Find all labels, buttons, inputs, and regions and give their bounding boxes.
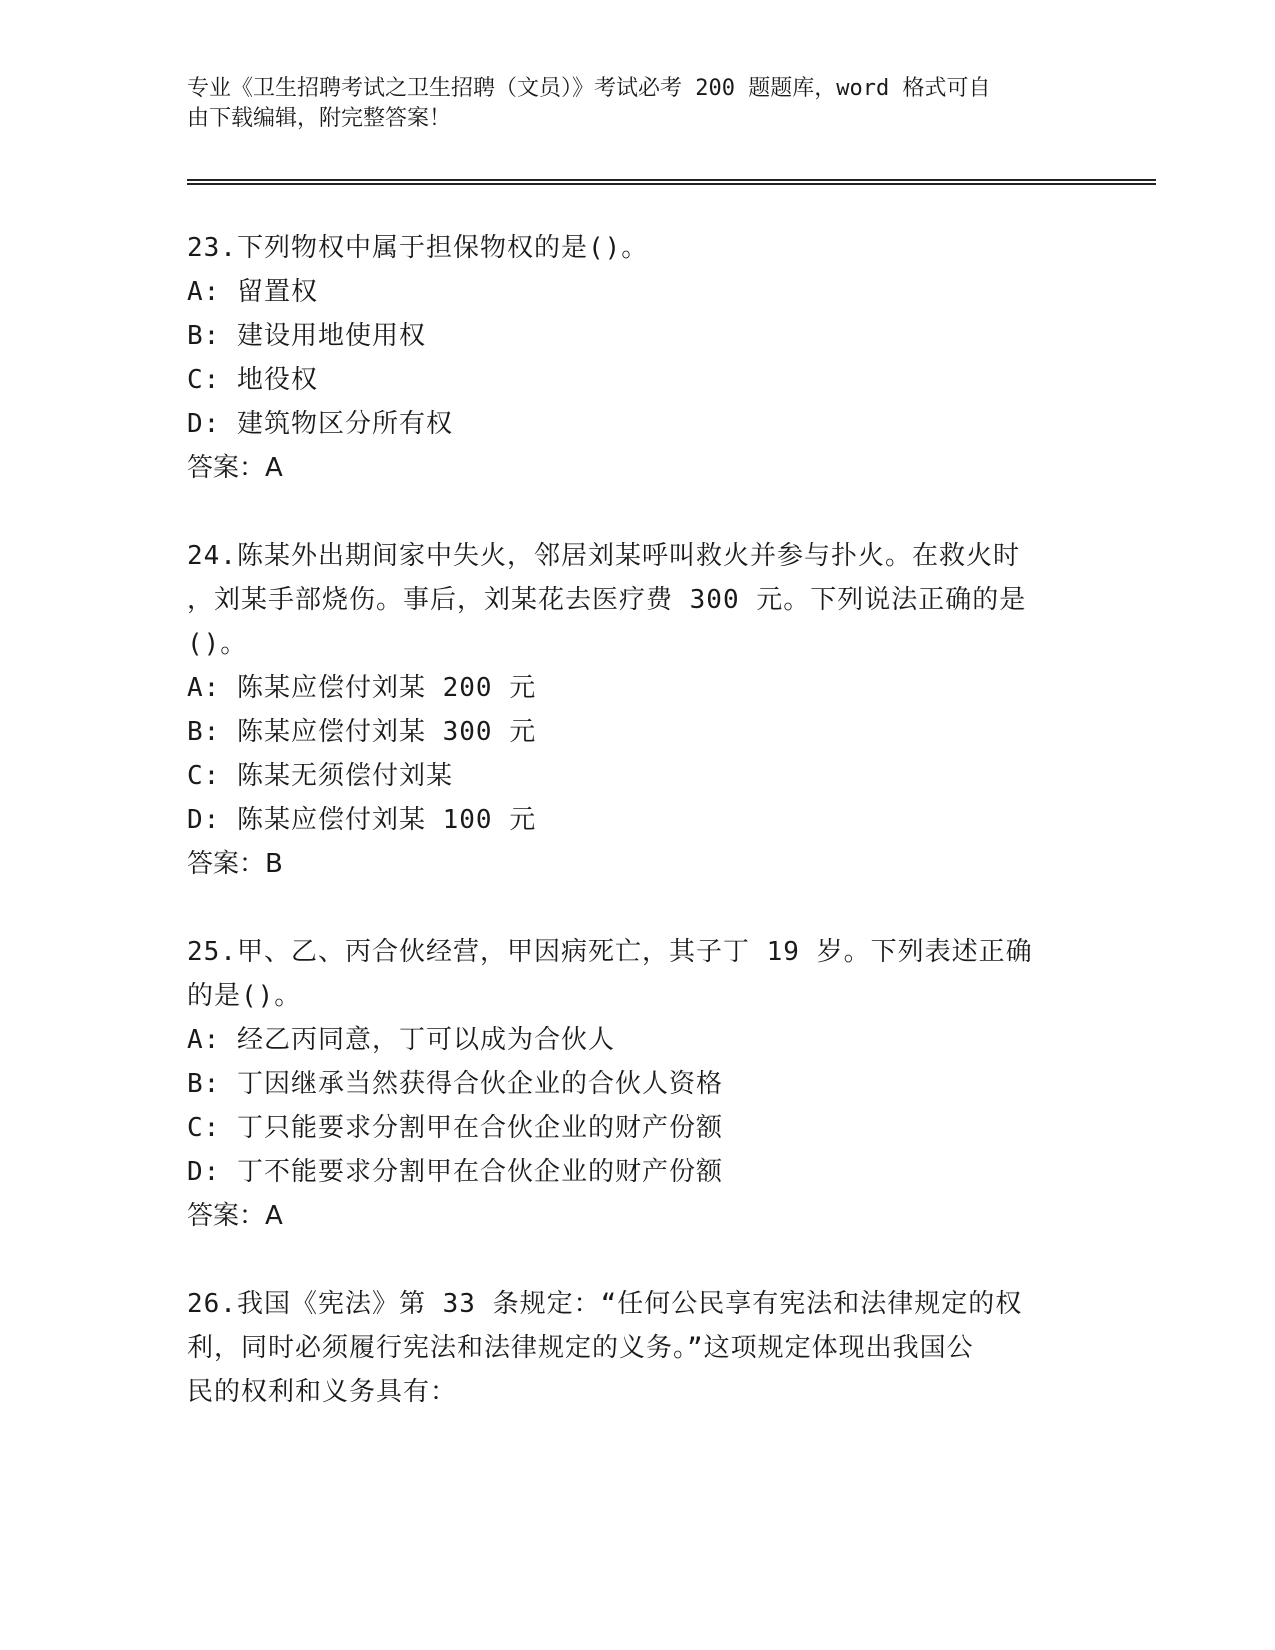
question-23-stem-1: 23.下列物权中属于担保物权的是()。 <box>187 233 649 263</box>
question-24-stem-2: ，刘某手部烧伤。事后，刘某花去医疗费 300 元。下列说法正确的是 <box>187 585 1027 615</box>
question-24-answer: 答案：B <box>187 849 283 879</box>
question-24-option-b: B: 陈某应偿付刘某 300 元 <box>187 717 537 747</box>
question-25-option-b: B: 丁因继承当然获得合伙企业的合伙人资格 <box>187 1069 723 1099</box>
header-divider <box>187 179 1156 185</box>
question-24-option-a: A: 陈某应偿付刘某 200 元 <box>187 673 537 703</box>
question-25-stem-1: 25.甲、乙、丙合伙经营，甲因病死亡，其子丁 19 岁。下列表述正确 <box>187 937 1033 967</box>
question-25-option-d: D: 丁不能要求分割甲在合伙企业的财产份额 <box>187 1157 723 1187</box>
question-23-answer: 答案：A <box>187 453 283 483</box>
question-24-stem-3: ()。 <box>187 629 248 659</box>
question-23-option-c: C: 地役权 <box>187 365 318 395</box>
question-25-option-a: A: 经乙丙同意，丁可以成为合伙人 <box>187 1025 615 1055</box>
question-26-stem-2: 利，同时必须履行宪法和法律规定的义务。”这项规定体现出我国公 <box>187 1333 974 1363</box>
question-26-stem-3: 民的权利和义务具有： <box>187 1377 458 1407</box>
question-24-option-c: C: 陈某无须偿付刘某 <box>187 761 453 791</box>
question-23-option-b: B: 建设用地使用权 <box>187 321 426 351</box>
question-23-option-d: D: 建筑物区分所有权 <box>187 409 453 439</box>
question-25-stem-2: 的是()。 <box>187 981 302 1011</box>
question-25-option-c: C: 丁只能要求分割甲在合伙企业的财产份额 <box>187 1113 723 1143</box>
document-header <box>187 74 1067 134</box>
header-line-2: 由下载编辑，附完整答案！ <box>187 106 452 131</box>
header-line-1: 专业《卫生招聘考试之卫生招聘（文员）》考试必考 200 题题库，word 格式可自 <box>187 76 991 101</box>
question-24-stem-1: 24.陈某外出期间家中失火，邻居刘某呼叫救火并参与扑火。在救火时 <box>187 541 1020 571</box>
question-24-option-d: D: 陈某应偿付刘某 100 元 <box>187 805 537 835</box>
question-23-option-a: A: 留置权 <box>187 277 318 307</box>
question-25-answer: 答案：A <box>187 1201 283 1231</box>
question-26-stem-1: 26.我国《宪法》第 33 条规定：“任何公民享有宪法和法律规定的权 <box>187 1289 1023 1319</box>
